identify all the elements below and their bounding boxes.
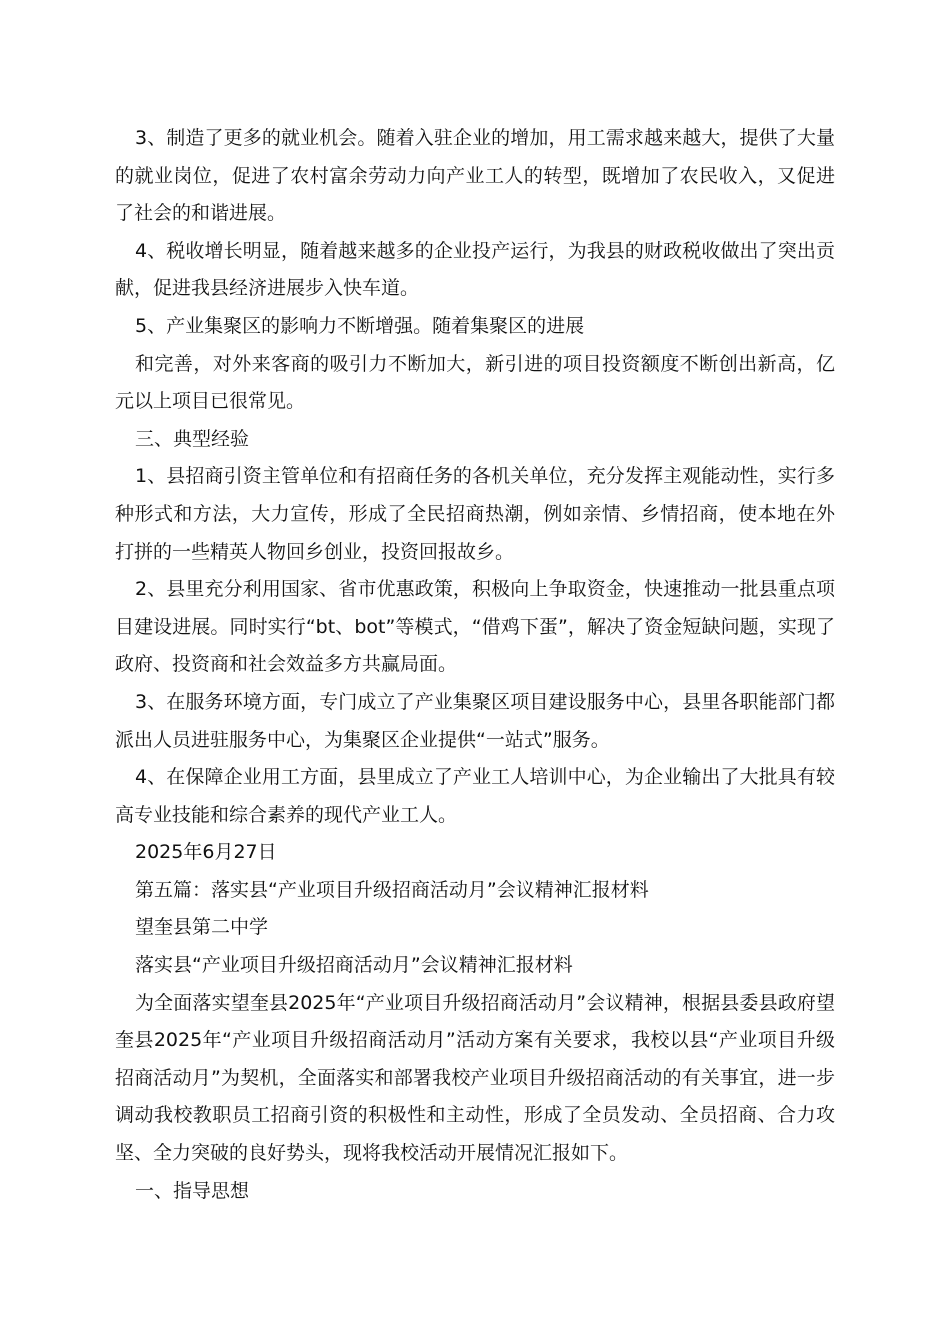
school-name: 望奎县第二中学 (135, 916, 269, 939)
chapter-title: 第五篇：落实县“产业项目升级招商活动月”会议精神汇报材料 (135, 878, 649, 901)
paragraph-experience-2: 2、县里充分利用国家、省市优惠政策，积极向上争取资金，快速推动一批县重点项目建设进展。同时实行“bt、bot”等模式，“借鸡下蛋”，解决了资金短缺问题，实现了政府、投资商和社会效益多方共赢局面。 (115, 578, 835, 676)
paragraph-experience-1: 1、县招商引资主管单位和有招商任务的各机关单位，充分发挥主观能动性，实行多种形式和方法，大力宣传，形成了全民招商热潮，例如亲情、乡情招商，使本地在外打拼的一些精英人物回乡创业，投资回报故乡。 (115, 465, 835, 563)
paragraph-influence: 5、产业集聚区的影响力不断增强。随着集聚区的进展 (135, 314, 585, 337)
paragraph-influence-continued: 和完善，对外来客商的吸引力不断加大，新引进的项目投资额度不断创出新高，亿元以上项目已很常见。 (115, 352, 835, 413)
paragraph-experience-4: 4、在保障企业用工方面，县里成立了产业工人培训中心，为企业输出了大批具有较高专业技能和综合素养的现代产业工人。 (115, 766, 835, 826)
document-date: 2025年6月27日 (135, 841, 277, 864)
paragraph-employment: 3、制造了更多的就业机会。随着入驻企业的增加，用工需求越来越大，提供了大量的就业岗位，促进了农村富余劳动力向产业工人的转型，既增加了农民收入，又促进了社会的和谐进展。 (115, 127, 835, 225)
report-title: 落实县“产业项目升级招商活动月”会议精神汇报材料 (135, 954, 573, 977)
section-heading-experience: 三、典型经验 (135, 427, 250, 450)
document-body (115, 120, 835, 1210)
paragraph-experience-3: 3、在服务环境方面，专门成立了产业集聚区项目建设服务中心，县里各职能部门都派出人员进驻服务中心，为集聚区企业提供“一站式”服务。 (115, 690, 835, 751)
paragraph-tax: 4、税收增长明显，随着越来越多的企业投产运行，为我县的财政税收做出了突出贡献，促进我县经济进展步入快车道。 (115, 239, 835, 300)
paragraph-intro: 为全面落实望奎县2025年“产业项目升级招商活动月”会议精神，根据县委县政府望奎县2025年“产业项目升级招商活动月”活动方案有关要求，我校以县“产业项目升级招商活动月”为契机，全面落实和部署我校产业项目升级招商活动的有关事宜，进一步调动我校教职员工招商引资的积极性和主动性，形成了全员发动、全员招商、合力攻坚、全力突破的良好势头，现将我校活动开展情况汇报如下。 (115, 991, 835, 1165)
section-heading-guiding-thought: 一、指导思想 (135, 1179, 250, 1202)
